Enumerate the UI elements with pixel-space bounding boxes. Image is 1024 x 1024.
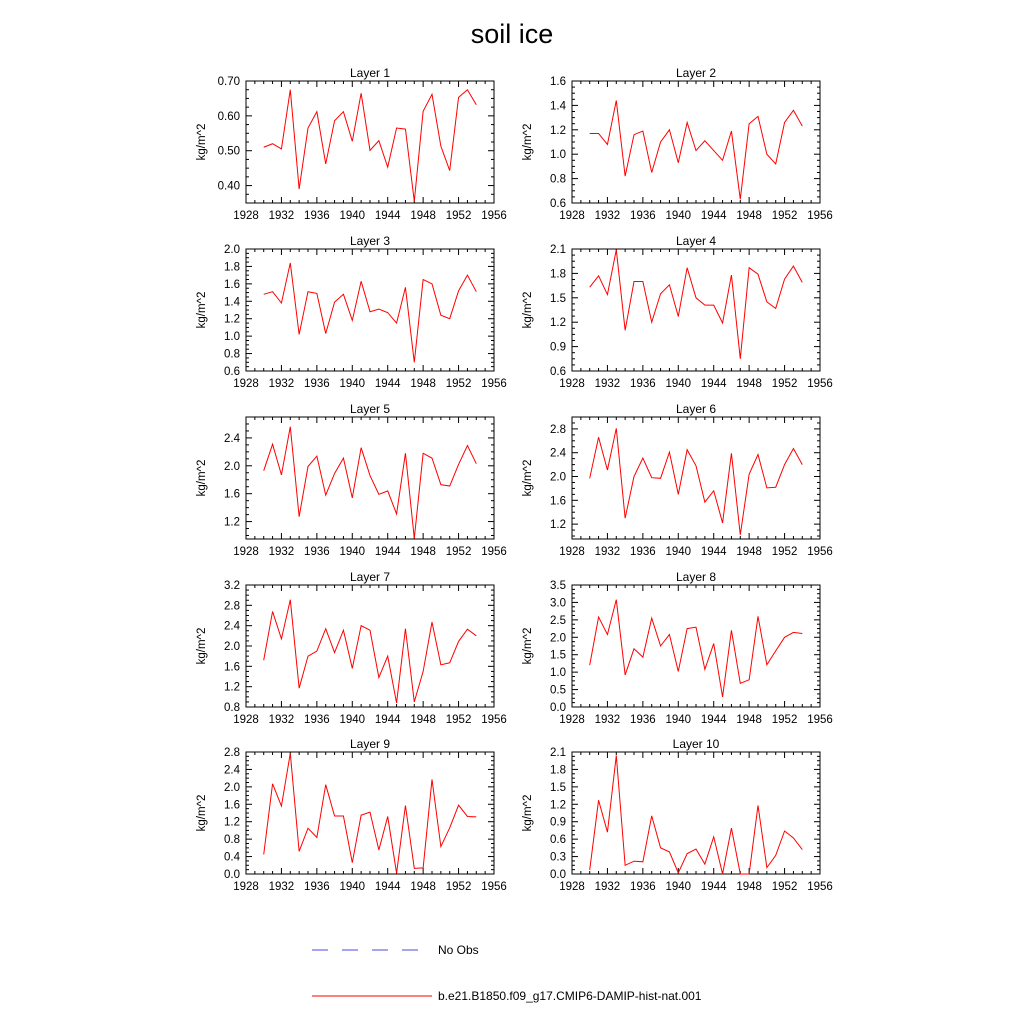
panel-title: Layer 10 bbox=[672, 737, 720, 751]
x-tick-label: 1956 bbox=[481, 714, 507, 726]
panel-layer-3 bbox=[196, 234, 507, 390]
x-tick-label: 1948 bbox=[736, 210, 762, 222]
y-tick-label: 1.2 bbox=[550, 519, 566, 532]
series-line bbox=[264, 90, 477, 202]
y-tick-label: 2.0 bbox=[550, 471, 566, 484]
x-tick-label: 1948 bbox=[736, 881, 762, 893]
x-tick-label: 1956 bbox=[807, 714, 833, 726]
x-tick-label: 1952 bbox=[771, 714, 798, 726]
x-tick-label: 1932 bbox=[594, 378, 621, 390]
x-tick-label: 1932 bbox=[268, 378, 295, 390]
x-tick-label: 1928 bbox=[559, 546, 585, 558]
y-tick-label: 0.60 bbox=[217, 110, 240, 123]
x-tick-label: 1952 bbox=[445, 714, 472, 726]
y-tick-label: 0.6 bbox=[550, 834, 566, 847]
x-tick-label: 1944 bbox=[374, 378, 401, 390]
x-tick-label: 1944 bbox=[700, 210, 727, 222]
x-tick-label: 1932 bbox=[594, 881, 621, 893]
y-axis-label: kg/m^2 bbox=[522, 627, 534, 665]
x-tick-label: 1956 bbox=[481, 881, 507, 893]
y-tick-label: 2.4 bbox=[550, 447, 566, 460]
panel-title: Layer 3 bbox=[349, 234, 391, 248]
x-tick-label: 1952 bbox=[771, 881, 798, 893]
x-tick-label: 1948 bbox=[410, 546, 436, 558]
y-tick-label: 1.4 bbox=[224, 296, 240, 309]
x-tick-label: 1936 bbox=[304, 546, 330, 558]
y-axis-label: kg/m^2 bbox=[196, 459, 208, 497]
x-tick-label: 1940 bbox=[665, 378, 692, 390]
x-tick-label: 1952 bbox=[445, 881, 472, 893]
panel-layer-10 bbox=[522, 737, 833, 893]
series-line bbox=[264, 427, 477, 539]
y-tick-label: 0.70 bbox=[217, 76, 240, 88]
y-tick-label: 1.0 bbox=[224, 331, 240, 344]
x-tick-label: 1940 bbox=[665, 546, 692, 558]
x-tick-label: 1936 bbox=[630, 546, 656, 558]
series-line bbox=[590, 600, 803, 697]
y-axis-label: kg/m^2 bbox=[196, 291, 208, 329]
panel-layer-8 bbox=[522, 570, 833, 726]
x-tick-label: 1948 bbox=[736, 714, 762, 726]
y-tick-label: 1.5 bbox=[550, 781, 566, 794]
x-tick-label: 1928 bbox=[233, 714, 259, 726]
plot-frame bbox=[572, 585, 820, 707]
x-tick-label: 1940 bbox=[339, 546, 366, 558]
y-tick-label: 1.5 bbox=[550, 292, 566, 305]
x-tick-label: 1944 bbox=[374, 546, 401, 558]
y-tick-label: 1.2 bbox=[550, 317, 566, 330]
panel-layer-1 bbox=[196, 66, 507, 222]
panel-title: Layer 7 bbox=[349, 570, 391, 584]
series-line bbox=[590, 428, 803, 535]
x-tick-label: 1940 bbox=[339, 881, 366, 893]
y-tick-label: 3.0 bbox=[550, 597, 566, 610]
x-tick-label: 1948 bbox=[410, 210, 436, 222]
x-tick-label: 1956 bbox=[481, 378, 507, 390]
x-tick-label: 1932 bbox=[594, 546, 621, 558]
x-tick-label: 1928 bbox=[559, 881, 585, 893]
y-tick-label: 3.2 bbox=[224, 580, 240, 592]
legend bbox=[312, 943, 702, 1003]
y-tick-label: 2.0 bbox=[550, 632, 566, 645]
y-tick-label: 1.8 bbox=[224, 261, 240, 274]
x-tick-label: 1956 bbox=[807, 210, 833, 222]
y-axis-label: kg/m^2 bbox=[522, 794, 534, 832]
legend-model-label: b.e21.B1850.f09_g17.CMIP6-DAMIP-hist-nat.001 bbox=[438, 989, 702, 1003]
panel-title: Layer 4 bbox=[675, 234, 717, 248]
x-tick-label: 1948 bbox=[410, 378, 436, 390]
y-tick-label: 1.2 bbox=[550, 799, 566, 812]
y-tick-label: 1.6 bbox=[224, 488, 240, 501]
x-tick-label: 1928 bbox=[233, 378, 259, 390]
panel-title: Layer 5 bbox=[349, 402, 391, 416]
x-tick-label: 1932 bbox=[268, 210, 295, 222]
x-tick-label: 1944 bbox=[700, 881, 727, 893]
y-tick-label: 1.5 bbox=[550, 649, 566, 662]
y-tick-label: 1.6 bbox=[224, 799, 240, 812]
y-tick-label: 0.0 bbox=[224, 869, 240, 881]
x-tick-label: 1952 bbox=[445, 546, 472, 558]
y-tick-label: 0.6 bbox=[550, 366, 566, 378]
y-axis-label: kg/m^2 bbox=[196, 123, 208, 161]
x-tick-label: 1936 bbox=[304, 210, 330, 222]
x-tick-label: 1936 bbox=[630, 378, 656, 390]
panel-layer-5 bbox=[196, 402, 507, 558]
y-tick-label: 2.8 bbox=[224, 600, 240, 613]
y-tick-label: 1.8 bbox=[550, 764, 566, 777]
y-tick-label: 1.8 bbox=[550, 268, 566, 281]
y-tick-label: 0.40 bbox=[217, 180, 240, 193]
y-tick-label: 3.5 bbox=[550, 580, 566, 592]
panel-layer-9 bbox=[196, 737, 507, 893]
y-tick-label: 1.6 bbox=[550, 495, 566, 508]
y-tick-label: 1.0 bbox=[550, 667, 566, 680]
x-tick-label: 1952 bbox=[771, 378, 798, 390]
panel-layer-6 bbox=[522, 402, 833, 558]
x-tick-label: 1944 bbox=[374, 881, 401, 893]
x-tick-label: 1928 bbox=[559, 378, 585, 390]
panel-layer-7 bbox=[196, 570, 507, 726]
x-tick-label: 1944 bbox=[374, 714, 401, 726]
y-tick-label: 2.4 bbox=[224, 764, 240, 777]
x-tick-label: 1956 bbox=[807, 546, 833, 558]
x-tick-label: 1948 bbox=[736, 378, 762, 390]
series-line bbox=[590, 250, 803, 359]
x-tick-label: 1948 bbox=[736, 546, 762, 558]
x-tick-label: 1956 bbox=[807, 881, 833, 893]
x-tick-label: 1936 bbox=[304, 714, 330, 726]
panel-grid bbox=[196, 66, 833, 893]
y-tick-label: 2.0 bbox=[224, 460, 240, 473]
y-tick-label: 2.1 bbox=[550, 747, 566, 759]
y-tick-label: 1.6 bbox=[224, 278, 240, 291]
x-tick-label: 1956 bbox=[481, 546, 507, 558]
y-tick-label: 1.2 bbox=[224, 681, 240, 694]
x-tick-label: 1952 bbox=[445, 210, 472, 222]
y-tick-label: 0.5 bbox=[550, 684, 566, 697]
y-tick-label: 0.9 bbox=[550, 816, 566, 829]
y-tick-label: 0.50 bbox=[217, 145, 240, 158]
plot-frame bbox=[246, 81, 494, 203]
x-tick-label: 1940 bbox=[339, 714, 366, 726]
x-tick-label: 1940 bbox=[339, 378, 366, 390]
plot-frame bbox=[246, 417, 494, 539]
x-tick-label: 1932 bbox=[268, 714, 295, 726]
y-tick-label: 0.6 bbox=[550, 198, 566, 210]
x-tick-label: 1932 bbox=[268, 546, 295, 558]
y-tick-label: 2.1 bbox=[550, 244, 566, 256]
x-tick-label: 1944 bbox=[700, 378, 727, 390]
x-tick-label: 1940 bbox=[665, 881, 692, 893]
x-tick-label: 1944 bbox=[374, 210, 401, 222]
y-tick-label: 2.0 bbox=[224, 244, 240, 256]
series-line bbox=[264, 753, 477, 873]
panel-layer-4 bbox=[522, 234, 833, 390]
y-tick-label: 1.2 bbox=[224, 516, 240, 529]
plot-frame bbox=[572, 81, 820, 203]
x-tick-label: 1944 bbox=[700, 546, 727, 558]
x-tick-label: 1940 bbox=[665, 210, 692, 222]
x-tick-label: 1928 bbox=[233, 546, 259, 558]
y-tick-label: 2.4 bbox=[224, 432, 240, 445]
y-tick-label: 2.8 bbox=[224, 747, 240, 759]
y-tick-label: 1.0 bbox=[550, 149, 566, 162]
x-tick-label: 1952 bbox=[771, 546, 798, 558]
x-tick-label: 1944 bbox=[700, 714, 727, 726]
y-axis-label: kg/m^2 bbox=[196, 627, 208, 665]
panel-title: Layer 8 bbox=[675, 570, 717, 584]
x-tick-label: 1940 bbox=[665, 714, 692, 726]
x-tick-label: 1936 bbox=[630, 210, 656, 222]
y-tick-label: 0.6 bbox=[224, 366, 240, 378]
x-tick-label: 1936 bbox=[630, 714, 656, 726]
series-line bbox=[590, 101, 803, 200]
y-tick-label: 0.0 bbox=[550, 869, 566, 881]
y-tick-label: 1.6 bbox=[224, 661, 240, 674]
plot-frame bbox=[572, 249, 820, 371]
y-tick-label: 0.8 bbox=[224, 348, 240, 361]
y-axis-label: kg/m^2 bbox=[522, 459, 534, 497]
y-axis-label: kg/m^2 bbox=[196, 794, 208, 832]
x-tick-label: 1956 bbox=[807, 378, 833, 390]
panel-layer-2 bbox=[522, 66, 833, 222]
series-line bbox=[264, 263, 477, 362]
y-tick-label: 0.4 bbox=[224, 851, 240, 864]
x-tick-label: 1928 bbox=[233, 881, 259, 893]
y-tick-label: 1.2 bbox=[224, 313, 240, 326]
x-tick-label: 1928 bbox=[559, 210, 585, 222]
x-tick-label: 1932 bbox=[268, 881, 295, 893]
panel-title: Layer 9 bbox=[349, 737, 391, 751]
panel-title: Layer 2 bbox=[675, 66, 717, 80]
x-tick-label: 1932 bbox=[594, 714, 621, 726]
y-tick-label: 1.4 bbox=[550, 100, 566, 113]
y-tick-label: 2.4 bbox=[224, 620, 240, 633]
x-tick-label: 1928 bbox=[233, 210, 259, 222]
x-tick-label: 1936 bbox=[304, 881, 330, 893]
y-tick-label: 0.9 bbox=[550, 341, 566, 354]
y-axis-label: kg/m^2 bbox=[522, 291, 534, 329]
y-tick-label: 2.0 bbox=[224, 641, 240, 653]
x-tick-label: 1928 bbox=[559, 714, 585, 726]
y-tick-label: 0.3 bbox=[550, 851, 566, 864]
series-line bbox=[590, 755, 803, 874]
x-tick-label: 1952 bbox=[771, 210, 798, 222]
legend-no-obs-label: No Obs bbox=[438, 943, 479, 957]
x-tick-label: 1948 bbox=[410, 714, 436, 726]
y-tick-label: 2.0 bbox=[224, 781, 240, 794]
panel-title: Layer 6 bbox=[675, 402, 717, 416]
y-tick-label: 1.2 bbox=[224, 816, 240, 829]
y-tick-label: 1.6 bbox=[550, 76, 566, 88]
y-axis-label: kg/m^2 bbox=[522, 123, 534, 161]
x-tick-label: 1940 bbox=[339, 210, 366, 222]
y-tick-label: 2.8 bbox=[550, 423, 566, 436]
x-tick-label: 1936 bbox=[304, 378, 330, 390]
x-tick-label: 1948 bbox=[410, 881, 436, 893]
x-tick-label: 1936 bbox=[630, 881, 656, 893]
y-tick-label: 0.0 bbox=[550, 702, 566, 714]
y-tick-label: 0.8 bbox=[224, 834, 240, 847]
x-tick-label: 1932 bbox=[594, 210, 621, 222]
x-tick-label: 1956 bbox=[481, 210, 507, 222]
y-tick-label: 0.8 bbox=[550, 173, 566, 186]
panel-title: Layer 1 bbox=[349, 66, 391, 80]
series-line bbox=[264, 600, 477, 703]
y-tick-label: 2.5 bbox=[550, 614, 566, 627]
y-tick-label: 0.8 bbox=[224, 702, 240, 714]
figure-title: soil ice bbox=[470, 19, 554, 49]
x-tick-label: 1952 bbox=[445, 378, 472, 390]
plot-frame bbox=[572, 417, 820, 539]
y-tick-label: 1.2 bbox=[550, 124, 566, 137]
